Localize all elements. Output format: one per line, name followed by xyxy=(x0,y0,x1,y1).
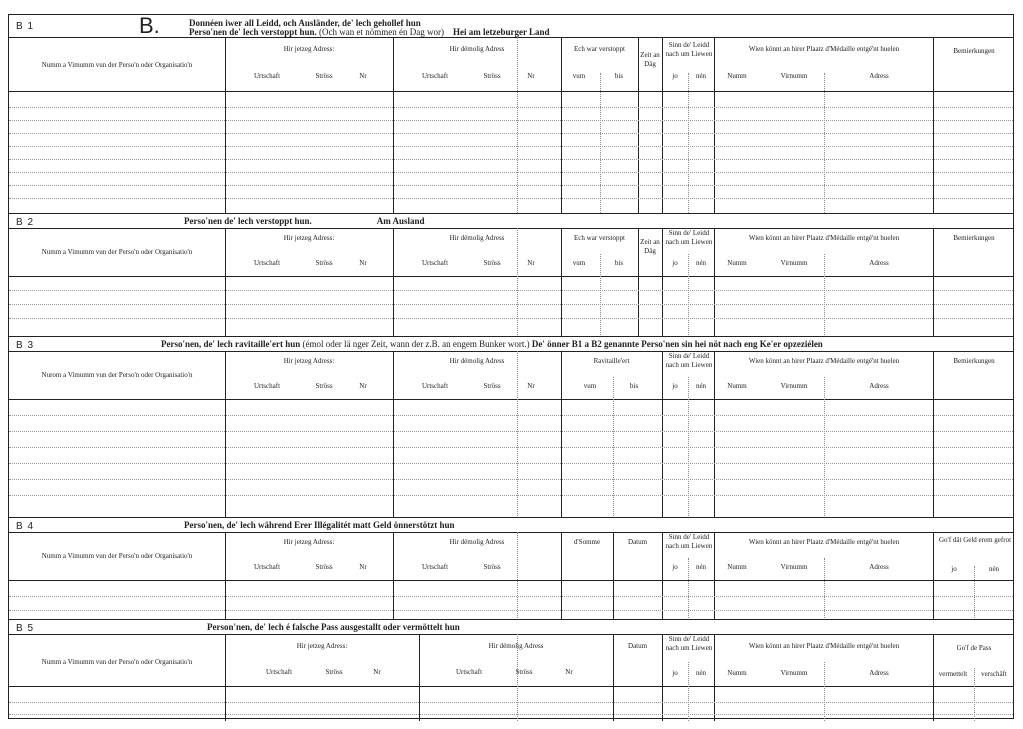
column-header: Bemierkungen xyxy=(953,234,995,242)
rule-line xyxy=(9,634,1013,635)
column-header: Ströss xyxy=(315,259,333,267)
column-header: Sinn de' Leidd nach um Liewen xyxy=(665,352,713,369)
column-header: Wien könnt an hirer Plaatz d'Médaille entgé'nt huelen xyxy=(748,357,900,365)
column-header: Go'f de Pass xyxy=(956,644,992,652)
rule-line xyxy=(9,290,1013,291)
rule-line xyxy=(9,172,1013,173)
column-header: Wien könnt an hirer Plaatz d'Médaille entgé'nt huelen xyxy=(748,538,900,546)
column-header: vermettelt xyxy=(938,670,968,678)
column-header: Virnumm xyxy=(780,382,808,390)
rule-line xyxy=(393,351,394,518)
rule-line xyxy=(9,146,1013,147)
column-header: Nr xyxy=(359,72,367,80)
column-header: Hir jetzeg Adress: xyxy=(283,234,335,242)
section-b3 xyxy=(9,336,1013,518)
rule-line xyxy=(662,532,663,620)
rule-line xyxy=(9,107,1013,108)
column-header: Ströss xyxy=(315,563,333,571)
rule-line xyxy=(225,351,226,518)
column-header: Nr xyxy=(359,259,367,267)
column-header: Go'f dät Geld erem gefrot xyxy=(939,536,1012,544)
rule-line xyxy=(714,228,715,337)
rule-line xyxy=(933,532,934,620)
section-code: B 1 xyxy=(16,21,35,32)
rule-line xyxy=(9,228,1013,229)
rule-line xyxy=(688,73,689,213)
column-header: Wien könnt an hirer Plaatz d'Médaille entgé'nt huelen xyxy=(748,234,900,242)
column-header: vum xyxy=(572,259,586,267)
rule-line xyxy=(974,566,975,620)
rule-line xyxy=(9,686,1013,687)
rule-line xyxy=(9,133,1013,134)
section-title: Perso'nen de' lech verstoppt hun. Am Ausland xyxy=(184,216,425,226)
column-header: Wien könnt an hirer Plaatz d'Médaille entgé'nt huelen xyxy=(748,642,900,650)
rule-line xyxy=(662,228,663,337)
column-header: Virnumm xyxy=(780,259,808,267)
column-header: Bemierkungen xyxy=(953,357,995,365)
column-header: Sinn de' Leidd nach um Liewen xyxy=(665,533,713,550)
rule-line xyxy=(9,399,1013,400)
column-header: Nr xyxy=(373,668,381,676)
rule-line xyxy=(933,351,934,518)
column-header: vum xyxy=(572,72,586,80)
rule-line xyxy=(824,254,825,337)
column-header: Hir démolig Adress xyxy=(488,642,544,650)
section-b5 xyxy=(9,619,1013,721)
column-header: jo xyxy=(672,259,678,267)
column-header: verschäft xyxy=(981,670,1007,678)
column-header: Bemierkungen xyxy=(953,47,995,55)
column-header: Ströss xyxy=(483,382,501,390)
column-header: Wien könnt an hirer Plaatz d'Médaille entgé'nt huelen xyxy=(748,45,900,53)
rule-line xyxy=(9,714,1013,715)
column-header: Adress xyxy=(869,259,889,267)
section-title-2: Perso'nen de' lech verstoppt hun. (Och wan et nömmen én Dag wor) Hei am letzeburger Land xyxy=(189,27,550,37)
rule-line xyxy=(9,463,1013,464)
column-header: Numm xyxy=(727,382,747,390)
column-header: nén xyxy=(695,669,707,677)
rule-line xyxy=(688,662,689,721)
rule-line xyxy=(393,228,394,337)
column-header: jo xyxy=(672,382,678,390)
section-b4 xyxy=(9,517,1013,620)
column-header: Urtschaft xyxy=(421,563,449,571)
column-header: Datum xyxy=(627,538,648,546)
column-header: Datum xyxy=(627,642,648,650)
column-header: Hir démolig Adress xyxy=(449,357,505,365)
rule-line xyxy=(662,634,663,721)
column-header: Numm a Vimumm vun der Perso'n oder Organisatio'n xyxy=(41,61,193,69)
rule-line xyxy=(561,37,562,213)
rule-line xyxy=(9,159,1013,160)
rule-line xyxy=(9,276,1013,277)
column-header: Nr xyxy=(527,72,535,80)
column-header: bis xyxy=(629,382,639,390)
column-header: Urtschaft xyxy=(421,382,449,390)
column-header: Sinn de' Leidd nach um Liewen xyxy=(665,41,713,58)
column-header: nén xyxy=(988,565,1000,573)
rule-line xyxy=(225,228,226,337)
column-header: Urtschaft xyxy=(253,382,281,390)
section-b2 xyxy=(9,213,1013,337)
rule-line xyxy=(9,702,1013,703)
column-header: Nr xyxy=(359,382,367,390)
column-header: Hir jetzeg Adress: xyxy=(283,45,335,53)
column-header: Ströss xyxy=(483,563,501,571)
column-header: vum xyxy=(583,382,597,390)
rule-line xyxy=(9,318,1013,319)
column-header: Ströss xyxy=(483,72,501,80)
rule-line xyxy=(9,610,1013,611)
column-header: Nurom a Vimumm vun der Perso'n oder Organisatio'n xyxy=(41,371,193,379)
column-header: Ströss xyxy=(515,668,533,676)
column-header: Ströss xyxy=(315,382,333,390)
column-header: Urtschaft xyxy=(455,668,483,676)
section-code: B 5 xyxy=(16,623,35,634)
rule-line xyxy=(9,185,1013,186)
rule-line xyxy=(517,228,518,337)
column-header: Hir jetzeg Adress: xyxy=(283,538,335,546)
rule-line xyxy=(9,37,1013,38)
column-header: d'Somme xyxy=(573,538,601,546)
rule-line xyxy=(9,120,1013,121)
column-header: Hir démolig Adress xyxy=(449,538,505,546)
column-header: Ströss xyxy=(325,668,343,676)
column-header: Urtschaft xyxy=(253,563,281,571)
rule-line xyxy=(561,228,562,337)
rule-line xyxy=(9,431,1013,432)
rule-line xyxy=(662,37,663,213)
column-header: Zeit an Däg xyxy=(640,238,660,255)
column-header: Adress xyxy=(869,563,889,571)
column-header: Adress xyxy=(869,382,889,390)
column-header: Nr xyxy=(565,668,573,676)
column-header: nén xyxy=(695,72,707,80)
column-header: nén xyxy=(695,259,707,267)
column-header: Ech war verstoppt xyxy=(574,234,625,242)
column-header: Zeit an Däg xyxy=(640,51,660,68)
column-header: Virnumm xyxy=(780,563,808,571)
rule-line xyxy=(9,198,1013,199)
column-header: Urtschaft xyxy=(421,72,449,80)
column-header: Numm a Vimumm vun der Perso'n oder Organisatio'n xyxy=(41,248,193,256)
column-header: Ströss xyxy=(483,259,501,267)
column-header: Urtschaft xyxy=(253,72,281,80)
column-header: Adress xyxy=(869,72,889,80)
column-header: Numm a Vimumm vun der Perso'n oder Organisatio'n xyxy=(41,658,193,666)
section-code: B 2 xyxy=(16,217,35,228)
column-header: Numm xyxy=(727,669,747,677)
column-header: Hir jetzeg Adress: xyxy=(296,642,348,650)
column-header: bis xyxy=(614,259,624,267)
rule-line xyxy=(9,532,1013,533)
rule-line xyxy=(824,73,825,213)
form-letter: B. xyxy=(139,13,160,38)
rule-line xyxy=(393,37,394,213)
rule-line xyxy=(9,304,1013,305)
section-code: B 4 xyxy=(16,521,35,532)
column-header: Urtschaft xyxy=(253,259,281,267)
column-header: jo xyxy=(672,669,678,677)
column-header: Nr xyxy=(359,563,367,571)
rule-line xyxy=(714,351,715,518)
column-header: Hir démolig Adress xyxy=(449,234,505,242)
rule-line xyxy=(9,580,1013,581)
column-header: Nr xyxy=(527,259,535,267)
column-header: Hir jetzeg Adress: xyxy=(283,357,335,365)
column-header: Ströss xyxy=(315,72,333,80)
rule-line xyxy=(561,351,562,518)
column-header: Virnumm xyxy=(780,72,808,80)
section-code: B 3 xyxy=(16,340,35,351)
column-header: Numm xyxy=(727,259,747,267)
section-title: Donnéen iwer all Leidd, och Ausländer, de' lech gehollef hun xyxy=(189,18,421,28)
rule-line xyxy=(9,596,1013,597)
rule-line xyxy=(9,495,1013,496)
form-frame xyxy=(8,14,1014,719)
column-header: nén xyxy=(695,382,707,390)
rule-line xyxy=(517,37,518,213)
column-header: Numm xyxy=(727,563,747,571)
column-header: Numm xyxy=(727,72,747,80)
column-header: Numm a Vimumm vun der Perso'n oder Organisatio'n xyxy=(41,552,193,560)
column-header: Ravitaille'ert xyxy=(593,357,630,365)
rule-line xyxy=(9,91,1013,92)
column-header: Virnumm xyxy=(780,669,808,677)
rule-line xyxy=(933,37,934,213)
column-header: Nr xyxy=(527,382,535,390)
section-title: Perso'nen, de' lech während Erer Illégalitét matt Geld önnerstötzt hun xyxy=(184,520,455,530)
rule-line xyxy=(600,254,601,337)
column-header: Adress xyxy=(869,669,889,677)
section-b1 xyxy=(9,15,1013,213)
column-header: Sinn de' Leidd nach um Liewen xyxy=(665,635,713,652)
rule-line xyxy=(688,254,689,337)
column-header: Urtschaft xyxy=(421,259,449,267)
rule-line xyxy=(9,447,1013,448)
rule-line xyxy=(933,228,934,337)
column-header: jo xyxy=(672,72,678,80)
column-header: nén xyxy=(695,563,707,571)
rule-line xyxy=(9,351,1013,352)
column-header: jo xyxy=(672,563,678,571)
section-title: Perso'nen, de' lech ravitaille'ert hun (émol oder lä nger Zeit, wann der z.B. an engem Bunker wort.) De' önner B1 a B2 genannte Perso'nen sin hei nöt nach eng Ke'er opzeziélen xyxy=(161,339,823,349)
rule-line xyxy=(714,37,715,213)
rule-line xyxy=(600,73,601,213)
column-header: Hir démolig Adress xyxy=(449,45,505,53)
section-title: Person'nen, de' lech é falsche Pass ausgestallt oder vermöttelt hun xyxy=(207,622,460,632)
rule-line xyxy=(662,351,663,518)
column-header: bis xyxy=(614,72,624,80)
rule-line xyxy=(9,415,1013,416)
rule-line xyxy=(824,662,825,721)
rule-line xyxy=(225,37,226,213)
rule-line xyxy=(9,479,1013,480)
column-header: Ech war verstoppt xyxy=(574,45,625,53)
column-header: Sinn de' Leidd nach um Liewen xyxy=(665,229,713,246)
column-header: jo xyxy=(951,565,957,573)
rule-line xyxy=(517,351,518,518)
column-header: Urtschaft xyxy=(265,668,293,676)
